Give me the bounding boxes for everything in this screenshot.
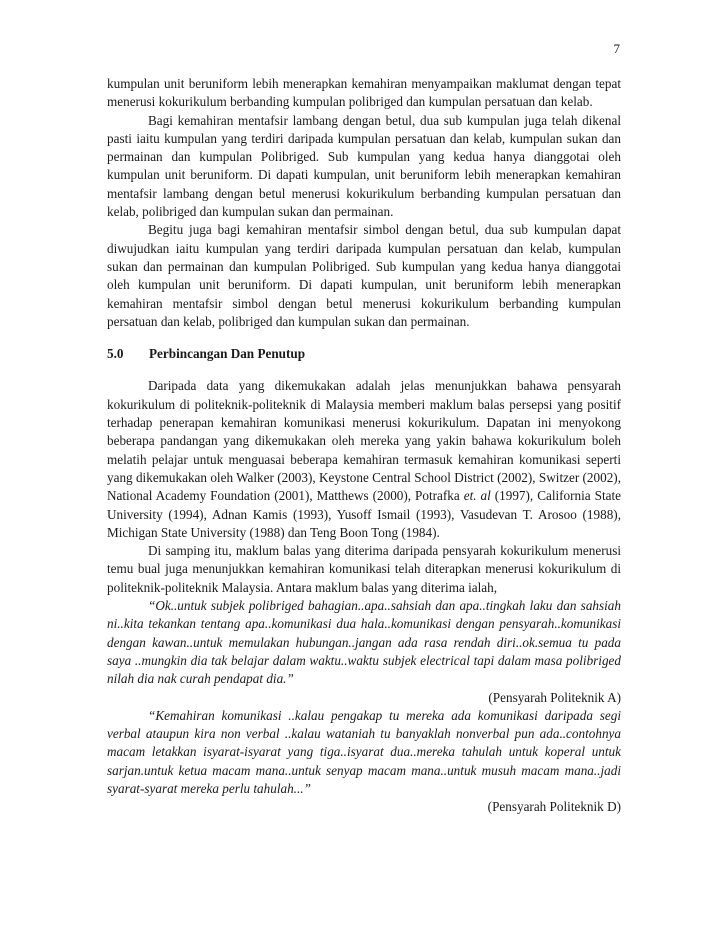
page-body [107, 75, 621, 817]
paragraph-4-text-b: (1997), California State University (1994), Adnan Kamis (1993), Yusoff Ismail (1993), Vasudevan T. Arosoo (1988), Michigan State University (1988) dan Teng Boon Tong (1984). [107, 488, 621, 540]
paragraph-4-etal: et. al [463, 488, 491, 504]
section-heading [107, 345, 621, 363]
paragraph-5: Di samping itu, maklum balas yang diterima daripada pensyarah kokurikulum menerusi temu bual juga menunjukkan kemahiran komunikasi telah diterapkan menerusi kokurikulum di politeknik-politeknik Malaysia. Antara maklum balas yang diterima ialah, [107, 543, 621, 595]
quote-2-attribution: (Pensyarah Politeknik D) [487, 799, 621, 815]
quote-2: “Kemahiran komunikasi ..kalau pengakap tu mereka ada komunikasi daripada segi verbal ataupun kira non verbal ..kalau wataniah tu banyaklah nonverbal pun ada..contohnya macam letakkan isyarat-isyarat yang tiga..isyarat dua..mereka tahulah untuk koperal untuk sarjan.untuk ketua macam mana..untuk senyap macam mana..untuk musuh macam mana..jadi syarat-syarat mereka perlu tahulah...” [107, 707, 621, 796]
paragraph-1: kumpulan unit beruniform lebih menerapkan kemahiran menyampaikan maklumat dengan tepat menerusi kokurikulum berbanding kumpulan polibriged dan kumpulan persatuan dan kelab. [107, 76, 621, 110]
page-number: 7 [613, 41, 620, 56]
section-title: Perbincangan Dan Penutup [149, 346, 306, 362]
section-number: 5.0 [107, 346, 124, 362]
quote-1-attribution: (Pensyarah Politeknik A) [488, 689, 621, 705]
paragraph-2: Bagi kemahiran mentafsir lambang dengan betul, dua sub kumpulan juga telah dikenal pasti iaitu kumpulan yang terdiri daripada kumpulan persatuan dan kelab, kumpulan sukan dan permainan dan kumpulan Polibriged. Sub kumpulan yang kedua hanya dianggotai oleh kumpulan unit beruniform. Di dapati kumpulan, unit beruniform lebih menerapkan kemahiran mentafsir lambang dengan betul menerusi kokurikulum berbanding kumpulan persatuan dan kelab, polibriged dan kumpulan sukan dan permainan. [107, 112, 621, 220]
paragraph-4 [107, 377, 621, 542]
paragraph-3: Begitu juga bagi kemahiran mentafsir simbol dengan betul, dua sub kumpulan dapat diwujudkan iaitu kumpulan yang terdiri daripada kumpulan persatuan dan kelab, kumpulan sukan dan permainan dan kumpulan Polibriged. Sub kumpulan yang kedua hanya dianggotai oleh kumpulan unit beruniform. Di dapati kumpulan, unit beruniform lebih menerapkan kemahiran mentafsir simbol dengan betul menerusi kokurikulum berbanding kumpulan persatuan dan kelab, polibriged dan kumpulan sukan dan permainan. [107, 222, 621, 329]
paragraph-4-text-a: Daripada data yang dikemukakan adalah jelas menunjukkan bahawa pensyarah kokurikulum di politeknik-politeknik di Malaysia memberi maklum balas persepsi yang positif terhadap penerapan kemahiran komunikasi menerusi kokurikulum. Dapatan ini menyokong beberapa pandangan yang dikemukakan oleh mereka yang yakin bahawa kokurikulum boleh melatih pelajar untuk menguasai beberapa kemahiran termasuk kemahiran komunikasi seperti yang dikemukakan oleh Walker (2003), Keystone Central School District (2002), Switzer (2002), National Academy Foundation (2001), Matthews (2000), Potrafka [107, 378, 621, 504]
quote-1: “Ok..untuk subjek polibriged bahagian..apa..sahsiah dan apa..tingkah laku dan sahsiah ni..kita tekankan tentang apa..komunikasi dua hala..komunikasi dengan pensyarah..komunikasi dengan kawan..untuk memulakan hubungan..jangan ada rasa rendah diri..ok.semua tu pada saya ..mungkin dia tak belajar dalam waktu..waktu subjek electrical tapi dalam masa polibriged nilah dia nak curah pendapat dia.” [107, 598, 621, 687]
